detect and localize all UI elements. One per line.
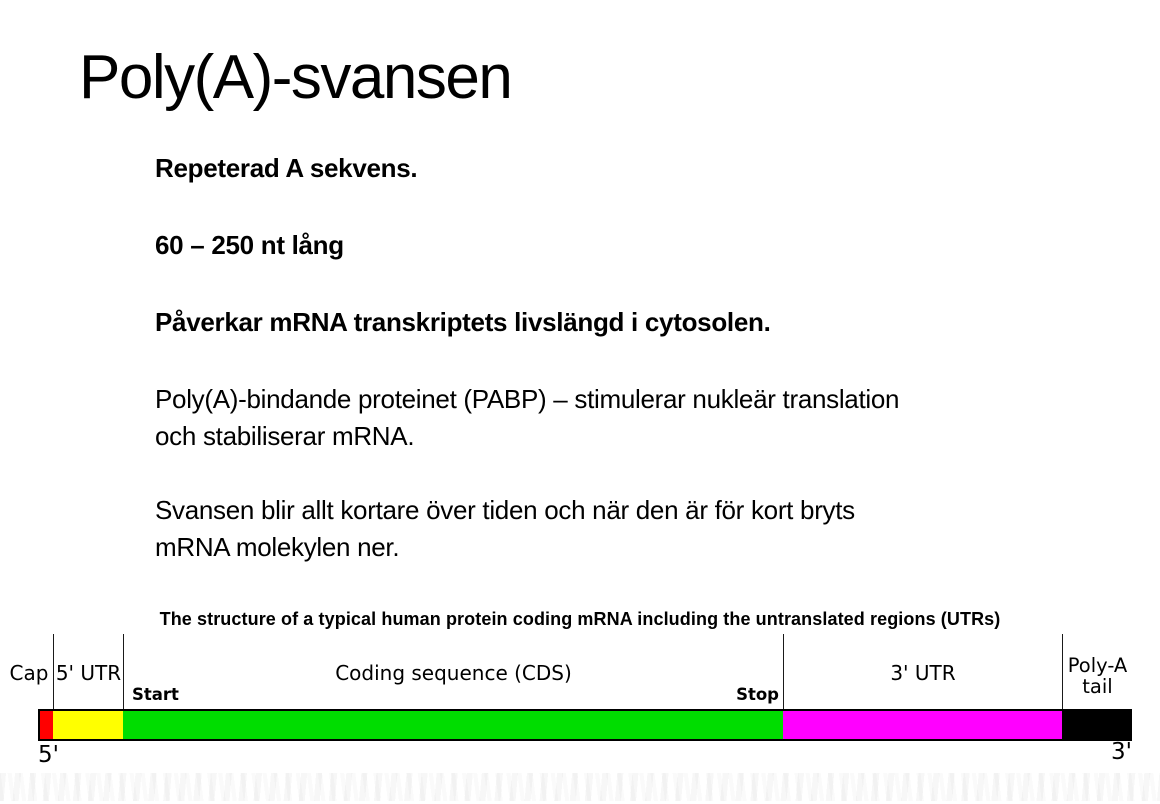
label-3-prime: 3': [1111, 739, 1132, 765]
label-cds: Coding sequence (CDS): [335, 661, 572, 685]
text-60-250-nt-lang: 60 – 250 nt lång: [155, 230, 344, 260]
label-5-prime: 5': [38, 742, 59, 768]
mrna-segment-cds: [123, 711, 783, 739]
mrna-bar: [38, 709, 1132, 741]
mrna-segment-cap: [40, 711, 53, 739]
slide-title: Poly(A)-svansen: [79, 43, 512, 112]
label-cap: Cap: [9, 661, 49, 685]
label-start: Start: [132, 685, 179, 704]
text-repeterad-a-sekvens: Repeterad A sekvens.: [155, 153, 418, 183]
text-pabp-line2: och stabiliserar mRNA.: [155, 421, 415, 451]
label-polya-tail: Poly-A tail: [1067, 654, 1128, 698]
figure-title: The structure of a typical human protein coding mRNA including the untranslated regions (UTRs): [159, 609, 1001, 629]
label-3utr: 3' UTR: [890, 661, 956, 685]
mrna-segment-utr3: [783, 711, 1062, 739]
text-svansen-line2: mRNA molekylen ner.: [155, 532, 400, 562]
text-paverkar-mrna: Påverkar mRNA transkriptets livslängd i cytosolen.: [155, 307, 771, 337]
mrna-segment-utr5: [53, 711, 123, 739]
mrna-segment-polya: [1062, 711, 1130, 739]
text-svansen-line1: Svansen blir allt kortare över tiden och när den är för kort bryts: [155, 495, 855, 525]
label-5utr: 5' UTR: [55, 661, 122, 685]
torn-edge-texture: [0, 773, 1160, 801]
text-pabp-line1: Poly(A)-bindande proteinet (PABP) – stimulerar nukleär translation: [155, 384, 900, 414]
label-stop: Stop: [736, 685, 779, 704]
